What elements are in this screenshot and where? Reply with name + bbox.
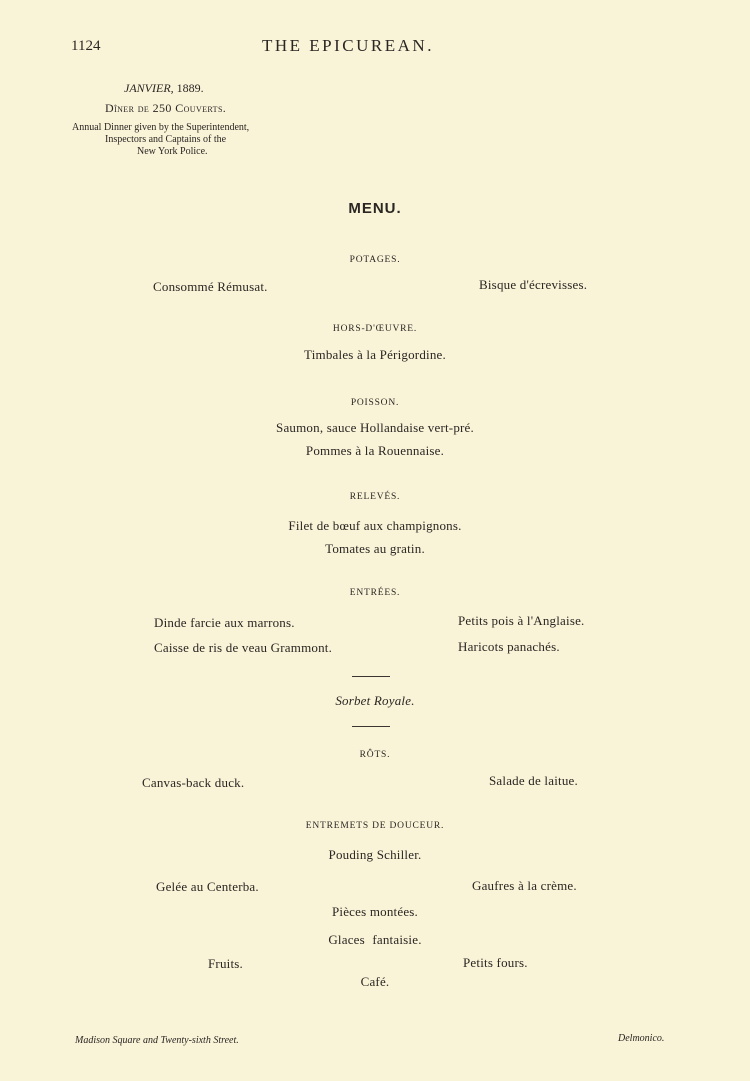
dish-pommes: Pommes à la Rouennaise. — [305, 443, 445, 458]
dish-timbales: Timbales à la Périgordine. — [304, 347, 446, 362]
section-heading-poisson: POISSON. — [350, 398, 400, 408]
section-heading-releves: RELEVÉS. — [349, 492, 401, 502]
date-month: JANVIER, — [124, 81, 174, 95]
dish-glaces: Glaces fantaisie. — [328, 932, 422, 947]
dish-fruits: Fruits. — [208, 956, 243, 971]
dinner-line: Dîner de 250 Couverts. — [105, 101, 227, 115]
menu-title: MENU. — [348, 200, 402, 217]
footer-address: Madison Square and Twenty-sixth Street. — [75, 1035, 239, 1046]
dish-filet: Filet de bœuf aux champignons. — [288, 518, 462, 533]
section-heading-potages: POTAGES. — [349, 255, 401, 265]
section-heading-rots: RÔTS. — [359, 750, 391, 760]
dish-salade: Salade de laitue. — [489, 773, 578, 788]
section-heading-entrees: ENTRÉES. — [349, 588, 401, 598]
running-title: THE EPICUREAN. — [262, 36, 434, 55]
menu-date — [124, 81, 204, 96]
dish-petits-pois: Petits pois à l'Anglaise. — [458, 613, 585, 628]
footer-restaurant: Delmonico. — [618, 1033, 665, 1044]
date-year: 1889. — [176, 81, 204, 95]
dish-canvas-back-duck: Canvas-back duck. — [142, 775, 245, 790]
dish-pouding: Pouding Schiller. — [328, 847, 422, 862]
dish-gelee: Gelée au Centerba. — [156, 879, 259, 894]
description-line-1: Annual Dinner given by the Superintendent, — [72, 122, 250, 133]
dish-gaufres: Gaufres à la crème. — [472, 878, 577, 893]
dish-cafe: Café. — [360, 974, 390, 989]
dish-dinde: Dinde farcie aux marrons. — [154, 615, 295, 630]
dish-bisque: Bisque d'écrevisses. — [479, 277, 588, 292]
dish-saumon: Saumon, sauce Hollandaise vert-pré. — [276, 420, 474, 435]
section-heading-hors-doeuvre: HORS-D'ŒUVRE. — [332, 324, 418, 334]
dish-caisse: Caisse de ris de veau Grammont. — [154, 640, 333, 655]
divider-rule-top — [352, 676, 390, 677]
divider-rule-bottom — [352, 726, 390, 727]
dish-sorbet: Sorbet Royale. — [335, 693, 415, 708]
description-line-2: Inspectors and Captains of the — [105, 134, 227, 145]
dish-haricots: Haricots panachés. — [458, 639, 560, 654]
dish-tomates: Tomates au gratin. — [325, 541, 425, 556]
description-line-3: New York Police. — [137, 146, 208, 157]
dish-petits-fours: Petits fours. — [463, 955, 528, 970]
dish-pieces-montees: Pièces montées. — [331, 904, 419, 919]
dish-consomme: Consommé Rémusat. — [153, 279, 268, 294]
page-number: 1124 — [71, 38, 101, 54]
section-heading-entremets: ENTREMETS DE DOUCEUR. — [305, 821, 445, 831]
